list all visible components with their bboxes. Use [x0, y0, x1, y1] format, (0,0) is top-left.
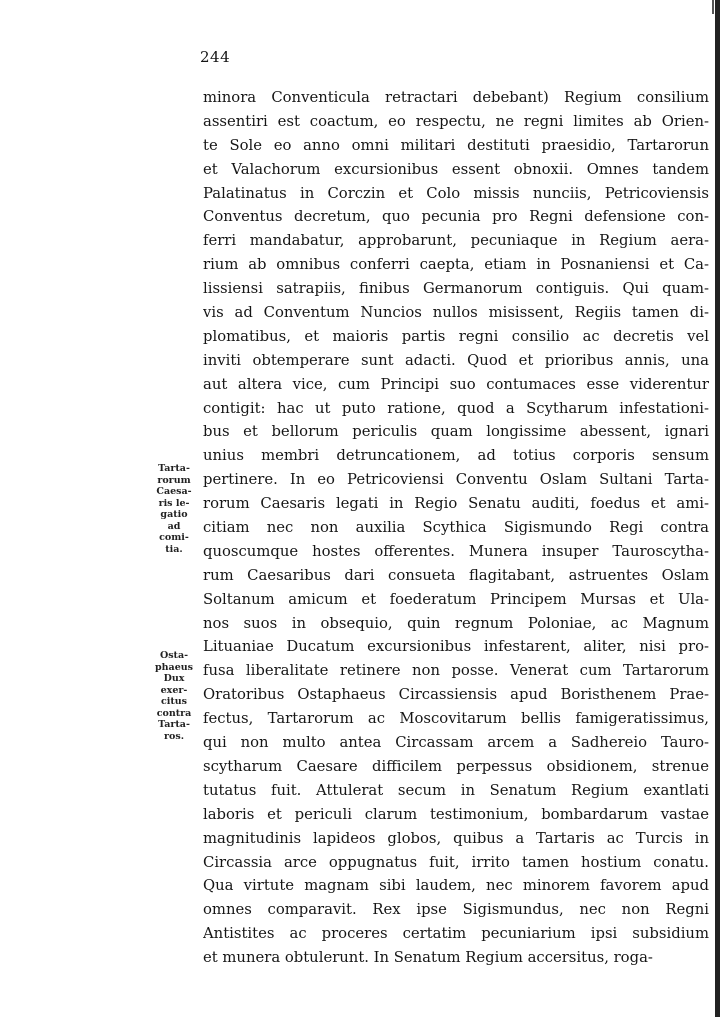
margin-note-line: Dux	[163, 673, 185, 684]
text-line: vis ad Conventum Nuncios nullos misissent, Regiis tamen di-	[203, 304, 709, 322]
margin-note-tartarorum-legatio	[148, 463, 200, 555]
text-line: rorum Caesaris legati in Regio Senatu auditi, foedus et ami-	[203, 495, 709, 513]
text-line: et munera obtulerunt. In Senatum Regium accersitus, roga-	[203, 949, 653, 967]
margin-note-line: rorum	[157, 474, 191, 486]
text-line: ferri mandabatur, approbarunt, pecuniaque in Regium aera-	[203, 232, 709, 250]
margin-note-line: ros.	[164, 730, 184, 742]
margin-note-line: phaeus	[154, 661, 193, 673]
text-line: Oratoribus Ostaphaeus Circassiensis apud Boristhenem Prae-	[203, 686, 709, 704]
text-line: aut altera vice, cum Principi suo contumaces esse viderentur	[203, 375, 709, 393]
text-line: plomatibus, et maioris partis regni consilio ac decretis vel	[203, 327, 709, 345]
page-edge-shadow	[715, 0, 720, 1017]
margin-note-line: exer-	[160, 684, 188, 696]
margin-note-line: ris le-	[158, 497, 190, 509]
text-line: bus et bellorum periculis quam longissime abessent, ignari	[203, 423, 709, 441]
text-line: minora Conventicula retractari debebant) Regium consilium	[203, 89, 709, 106]
text-line: nos suos in obsequio, quin regnum Poloniae, ac Magnum	[203, 614, 709, 632]
text-line: fectus, Tartarorum ac Moscovitarum bellis famigeratissimus,	[203, 710, 709, 728]
margin-note-line: Tarta-	[158, 463, 190, 474]
margin-note-line: gatio	[160, 509, 188, 520]
text-line: rium ab omnibus conferri caepta, etiam in Posnaniensi et Ca-	[203, 256, 709, 274]
text-line: inviti obtemperare sunt adacti. Quod et prioribus annis, una	[203, 351, 709, 369]
text-line: lissiensi satrapiis, finibus Germanorum contiguis. Qui quam-	[203, 280, 709, 298]
text-line: magnitudinis lapideos globos, quibus a Tartaris ac Turcis in	[203, 829, 709, 847]
margin-note-line: citus	[160, 696, 188, 707]
margin-note-line: tia.	[165, 543, 183, 555]
text-line: qui non multo antea Circassam arcem a Sadhereio Tauro-	[203, 734, 709, 752]
text-line: quoscumque hostes offerentes. Munera insuper Tauroscytha-	[203, 542, 709, 560]
text-line: contigit: hac ut puto ratione, quod a Scytharum infestationi-	[203, 399, 709, 417]
margin-note-line: comi-	[159, 532, 189, 543]
page-edge-mark	[712, 0, 714, 14]
text-line: Qua virtute magnam sibi laudem, nec minorem favorem apud	[203, 877, 709, 895]
text-line: Antistites ac proceres certatim pecuniarium ipsi subsidium	[203, 925, 709, 943]
margin-note-line: Caesa-	[156, 486, 192, 497]
text-line: unius membri detruncationem, ad totius corporis sensum	[203, 447, 709, 465]
text-line: scytharum Caesare difficilem perpessus obsidionem, strenue	[203, 757, 709, 775]
text-line: laboris et periculi clarum testimonium, bombardarum vastae	[203, 805, 709, 823]
text-line: pertinere. In eo Petricoviensi Conventu Oslam Sultani Tarta-	[203, 471, 709, 489]
margin-note-line: ad	[167, 520, 181, 532]
text-line: Soltanum amicum et foederatum Principem Mursas et Ula-	[203, 590, 709, 608]
text-line: omnes comparavit. Rex ipse Sigismundus, nec non Regni	[203, 901, 709, 919]
text-line: fusa liberalitate retinere non posse. Venerat cum Tartarorum	[203, 662, 709, 680]
text-line: Palatinatus in Corczin et Colo missis nunciis, Petricoviensis	[203, 184, 709, 202]
text-line: Conventus decretum, quo pecunia pro Regni defensione con-	[203, 208, 709, 226]
text-line: te Sole eo anno omni militari destituti praesidio, Tartarorun	[203, 136, 709, 154]
margin-note-line: contra	[156, 707, 192, 719]
margin-note-line: Osta-	[159, 650, 189, 661]
text-line: citiam nec non auxilia Scythica Sigismundo Regi contra	[203, 519, 709, 537]
text-line: Circassia arce oppugnatus fuit, irrito tamen hostium conatu.	[203, 853, 709, 871]
text-line: et Valachorum excursionibus essent obnoxii. Omnes tandem	[203, 160, 709, 178]
text-line: rum Caesaribus dari consueta flagitabant, astruentes Oslam	[203, 566, 709, 584]
margin-note-line: Tarta-	[158, 719, 190, 730]
body-text	[203, 86, 709, 970]
text-line: Lituaniae Ducatum excursionibus infestarent, aliter, nisi pro-	[203, 638, 709, 656]
text-line: tutatus fuit. Attulerat secum in Senatum Regium exantlati	[203, 781, 709, 799]
page-number: 244	[200, 48, 231, 66]
text-line: assentiri est coactum, eo respectu, ne regni limites ab Orien-	[203, 112, 709, 130]
margin-note-ostaphaeus	[148, 650, 200, 742]
